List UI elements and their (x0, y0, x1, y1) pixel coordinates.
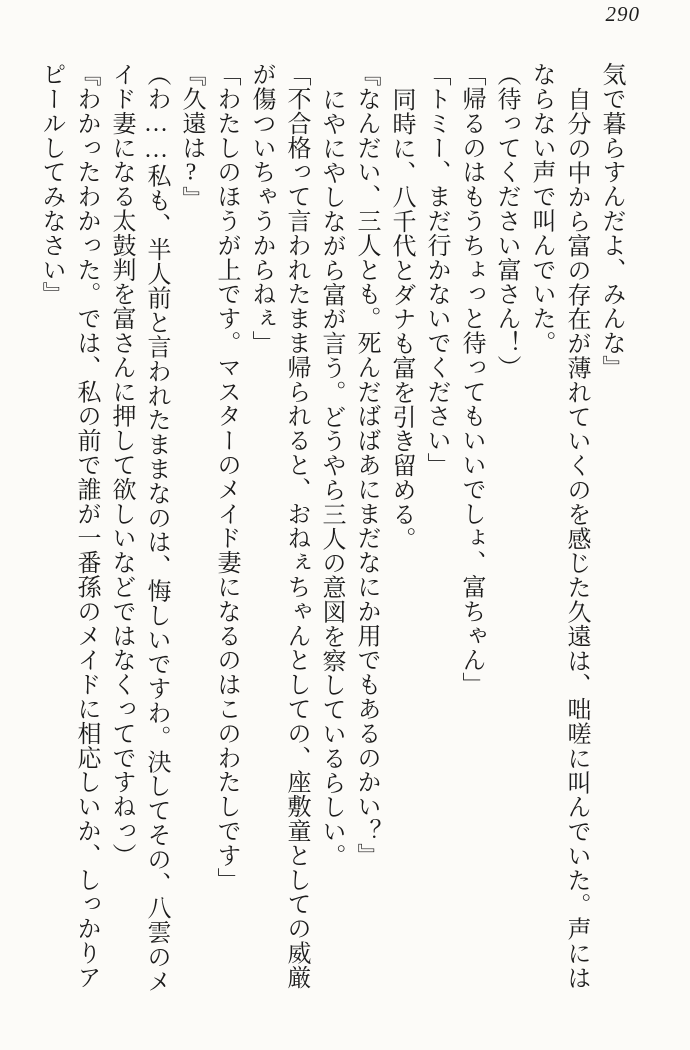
text-line: （わ……私も、半人前と言われたままなのは、悔しいですわ。決してその、八雲のメ (143, 62, 169, 994)
text-line: 気で暮らすんだよ、みんな』 (598, 62, 624, 380)
text-line: 同時に、八千代とダナも富を引き留める。 (388, 87, 414, 551)
text-line: 自分の中から富の存在が薄れていくのを感じた久遠は、咄嗟に叫んでいた。声には (563, 87, 589, 990)
text-line: イド妻になる太鼓判を富さんに押して欲しいなどではなくってですねっ） (108, 62, 134, 868)
text-line: 『なんだい、三人とも。死んだばばあにまだなにか用でもあるのかい？』 (353, 62, 379, 868)
text-line: ピールしてみなさい』 (38, 62, 64, 306)
text-line: 「トミー、まだ行かないでください」 (423, 62, 449, 477)
text-line: 『わかったわかった。では、私の前で誰が一番孫のメイドに相応しいか、しっかりア (73, 62, 99, 990)
text-line: にやにやしながら富が言う。どうやら三人の意図を察しているらしい。 (318, 87, 344, 868)
text-line: が傷ついちゃうからねぇ」 (248, 62, 274, 355)
text-line: 『久遠は?』 (178, 62, 204, 211)
page-number: 290 (605, 2, 640, 26)
text-line: 「不合格って言われたまま帰られると、おねぇちゃんとしての、座敷童としての威厳 (283, 62, 309, 990)
text-line: ならない声で叫んでいた。 (528, 62, 554, 355)
text-columns (33, 62, 628, 1002)
text-line: （待ってください富さん！） (493, 62, 519, 380)
text-line: 「帰るのはもうちょっと待ってもいいでしょ、富ちゃん」 (458, 62, 484, 697)
text-line: 「わたしのほうが上です。マスターのメイド妻になるのはこのわたしです」 (213, 62, 239, 892)
